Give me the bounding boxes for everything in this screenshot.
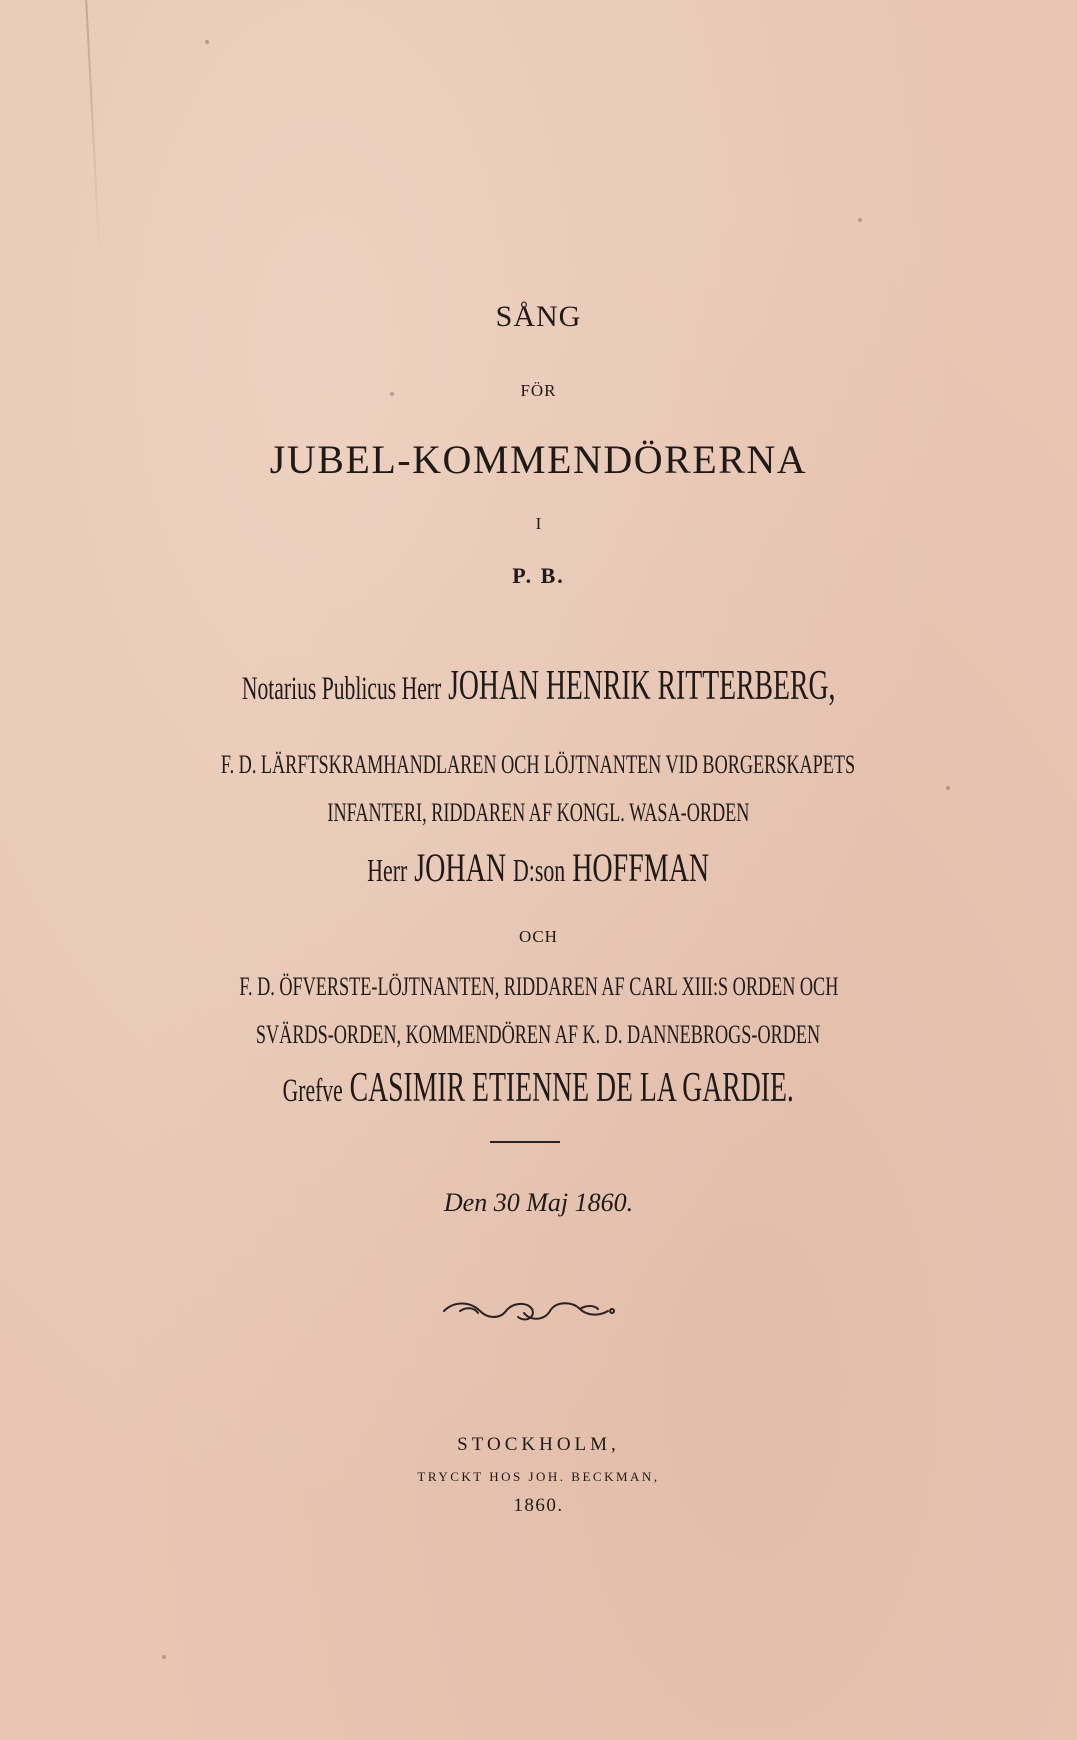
honoree-2-description-line-2: INFANTERI, RIDDAREN AF KONGL. WASA-ORDEN xyxy=(327,798,750,827)
paper-speck xyxy=(162,1655,166,1659)
paper-speck xyxy=(390,392,394,396)
paper-speck xyxy=(858,218,862,222)
society-initials: P. B. xyxy=(512,563,565,588)
paper-speck xyxy=(946,786,950,790)
main-heading: JUBEL-KOMMENDÖRERNA xyxy=(269,437,808,482)
date-line: Den 30 Maj 1860. xyxy=(443,1188,634,1217)
imprint-year: 1860. xyxy=(513,1495,564,1516)
for-word: FÖR xyxy=(520,381,557,400)
honoree-2-last-name: HOFFMAN xyxy=(572,845,710,890)
honoree-3-name: CASIMIR ETIENNE DE LA GARDIE. xyxy=(349,1065,795,1111)
paper-speck xyxy=(205,40,209,44)
title-sang: SÅNG xyxy=(495,300,582,333)
honoree-1-name: JOHAN HENRIK RITTERBERG, xyxy=(447,663,836,709)
flourish-ornament-icon xyxy=(440,1295,616,1327)
paper-fold-line xyxy=(85,0,101,260)
imprint-printer: TRYCKT HOS JOH. BECKMAN, xyxy=(417,1469,660,1484)
i-word: I xyxy=(535,514,542,533)
divider-rule xyxy=(490,1141,560,1143)
and-word: OCH xyxy=(519,927,558,946)
honoree-2-patronymic: D:son xyxy=(513,853,566,888)
honoree-ritterberg xyxy=(0,665,1077,707)
honoree-3-description-line-1: F. D. ÖFVERSTE-LÖJTNANTEN, RIDDAREN AF CARL XIII:S ORDEN OCH xyxy=(238,972,838,1001)
honoree-3-description-line-2: SVÄRDS-ORDEN, KOMMENDÖREN AF K. D. DANNEBROGS-ORDEN xyxy=(256,1020,821,1049)
honoree-2-title: Herr xyxy=(367,853,408,888)
imprint-city: STOCKHOLM, xyxy=(457,1434,620,1455)
honoree-de-la-gardie xyxy=(0,1067,1077,1109)
honoree-2-first-name: JOHAN xyxy=(414,845,507,890)
honoree-1-title: Notarius Publicus Herr xyxy=(241,671,442,707)
honoree-3-title: Grefve xyxy=(282,1073,343,1109)
honoree-2-description-line-1: F. D. LÄRFTSKRAMHANDLAREN OCH LÖJTNANTEN VID BORGERSKAPETS xyxy=(221,750,856,779)
honoree-hoffman xyxy=(0,845,1077,890)
